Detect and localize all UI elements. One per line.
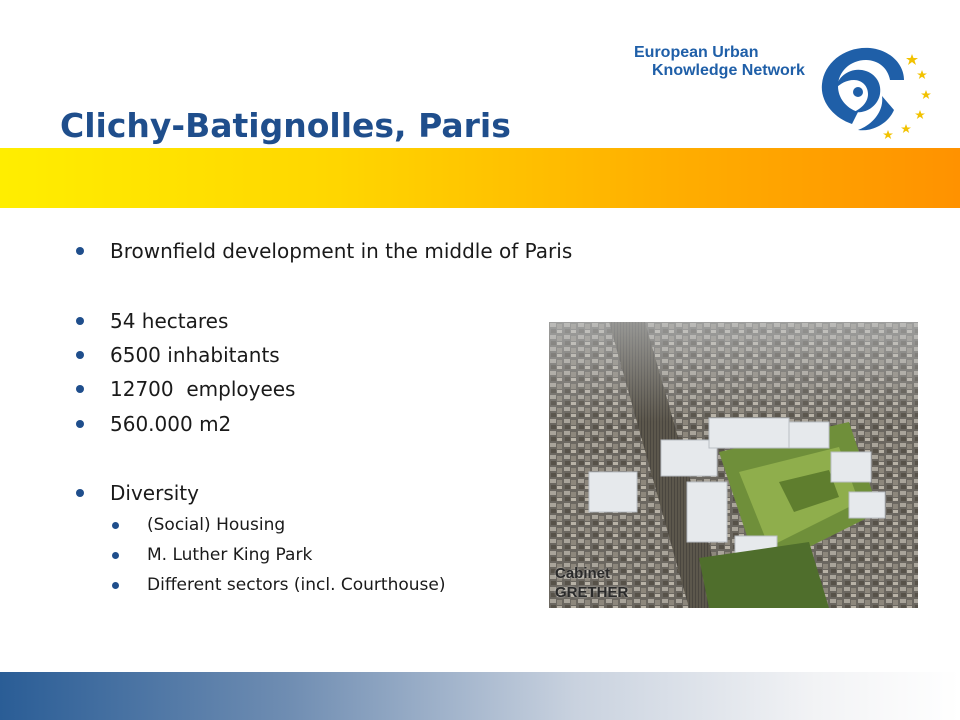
bullet-dot-icon xyxy=(76,247,84,255)
bullet-text: (Social) Housing xyxy=(147,515,286,535)
aerial-photo xyxy=(549,322,918,608)
bullet-dot-icon xyxy=(76,489,84,497)
bullet-dot-icon xyxy=(76,385,84,393)
bullet-item xyxy=(76,343,280,367)
bullet-text: 54 hectares xyxy=(110,309,229,333)
bullet-dot-icon xyxy=(76,420,84,428)
bullet-text: 560.000 m2 xyxy=(110,412,232,436)
bullet-text: Brownfield development in the middle of Paris xyxy=(110,239,573,263)
bullet-text: Different sectors (incl. Courthouse) xyxy=(147,575,446,595)
slide-title: Clichy-Batignolles, Paris xyxy=(60,106,511,145)
bullet-dot-icon xyxy=(112,582,119,589)
bullet-item xyxy=(76,481,199,505)
bullet-text: Diversity xyxy=(110,481,199,505)
photo-credit xyxy=(555,564,628,602)
bullet-dot-icon xyxy=(76,351,84,359)
bullet-text: M. Luther King Park xyxy=(147,545,313,565)
sub-bullet-item xyxy=(112,545,312,565)
footer-gradient-band xyxy=(0,672,960,720)
logo-text-line2: Knowledge Network xyxy=(652,62,805,79)
bullet-dot-icon xyxy=(76,317,84,325)
bullet-item xyxy=(76,309,228,333)
bullet-item xyxy=(76,377,295,401)
sub-bullet-item xyxy=(112,515,285,535)
bullet-item xyxy=(76,412,231,436)
photo-credit-line1: Cabinet xyxy=(555,565,611,582)
bullet-item xyxy=(76,239,572,263)
photo-credit-line2: GRETHER xyxy=(555,584,629,601)
logo-text-line1: European Urban xyxy=(634,44,759,61)
bullet-dot-icon xyxy=(112,522,119,529)
sub-bullet-item xyxy=(112,575,446,595)
bullet-text: 6500 inhabitants xyxy=(110,343,280,367)
bullet-text: 12700 employees xyxy=(110,377,296,401)
bullet-dot-icon xyxy=(112,552,119,559)
